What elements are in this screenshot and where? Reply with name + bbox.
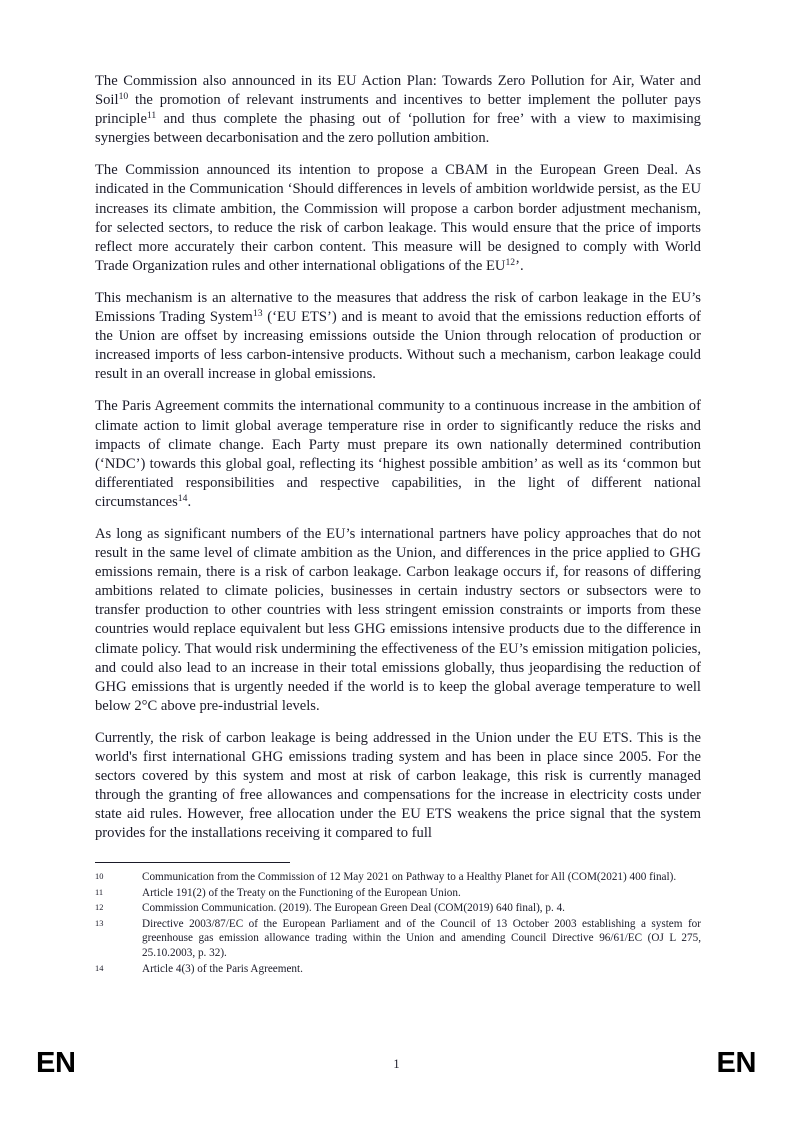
footnote-ref-13[interactable]: 13: [252, 308, 263, 320]
footnote-number-11[interactable]: 11: [95, 887, 104, 897]
footnote-ref-10[interactable]: 10: [118, 91, 129, 103]
language-marker-right: EN: [716, 1047, 756, 1079]
footnote-item: [95, 962, 701, 977]
para-eu-ets-current: Currently, the risk of carbon leakage is being addressed in the Union under the EU ETS. This is the world's first international GHG emissions trading system and has been in place since 2005. For the sectors covered by this system and most at risk of carbon leakage, this risk is currently managed through the granting of free allowances and compensations for the increase in electricity costs under state aid rules. However, free allocation under the EU ETS weakens the price signal that the system provides for the installations receiving it compared to full: [95, 729, 701, 842]
footnote-text: Article 191(2) of the Treaty on the Functioning of the European Union.: [142, 886, 461, 899]
footnote-item: [95, 917, 701, 961]
footnote-text: Commission Communication. (2019). The European Green Deal (COM(2019) 640 final), p. 4.: [142, 902, 565, 915]
footnote-item: [95, 901, 701, 916]
para-paris-agreement: The Paris Agreement commits the international community to a continuous increase in the ambition of climate action to limit global average temperature rise in order to significantly reduce the risks and impacts of climate change. Each Party must prepare its own nationally determined contribution (‘NDC’) towards this global goal, reflecting its ‘highest possible ambition’ as well as its ‘common but differentiated responsibilities and respective capabilities, in the light of different national circumstances$^{14}$.: [95, 398, 701, 510]
para-carbon-leakage-risk: As long as significant numbers of the EU’s international partners have policy approaches that do not result in the same level of climate ambition as the Union, and differences in the price applied to GHG emissions remain, there is a risk of carbon leakage. Carbon leakage occurs if, for reasons of differing ambitions related to climate policies, businesses in certain industry sectors or subsectors were to transfer production to other countries with less stringent emission constraints or imports from these countries would replace equivalent but less GHG emissions intensive products due to the difference in climate policy. That would risk undermining the effectiveness of the EU’s emission mitigation policies, and could also lead to an increase in their total emissions globally, thus jeopardising the reduction of GHG emissions that is urgently needed if the world is to keep the global average temperature to well below 2°C above pre-industrial levels.: [95, 525, 701, 714]
footnote-number-10[interactable]: 10: [95, 872, 104, 881]
para-cbam-green-deal: The Commission announced its intention to propose a CBAM in the European Green Deal. As indicated in the Communication ‘Should differences in levels of ambition worldwide persist, as the EU increases its climate ambition, the Commission will propose a carbon border adjustment mechanism, for selected sectors, to reduce the risk of carbon leakage. This would ensure that the price of imports reflect more accurately their carbon content. This measure will be designed to comply with World Trade Organization rules and other international obligations of the EU$^{12}$’.: [95, 162, 701, 274]
footnote-ref-11[interactable]: 11: [146, 110, 157, 122]
footnote-section: [95, 862, 701, 977]
footnote-text: Directive 2003/87/EC of the European Parliament and of the Council of 13 October 2003 establishing a system for greenhouse gas emission allowance trading within the Union and amending Council Directive 96/61/EC (OJ L 275, 25.10.2003, p. 32).: [142, 917, 701, 959]
footnote-item: [95, 870, 701, 885]
footnote-text: Article 4(3) of the Paris Agreement.: [142, 962, 303, 975]
footnote-text: Communication from the Commission of 12 May 2021 on Pathway to a Healthy Planet for All (COM(2021) 400 final).: [142, 871, 677, 883]
para-zero-pollution: The Commission also announced in its EU Action Plan: Towards Zero Pollution for Air, Water and Soil$^{10}$ the promotion of relevant instruments and incentives to better implement the polluter pays principle$^{11}$ and thus complete the phasing out of ‘pollution for free’ with a view to maximising synergies between decarbonisation and the zero pollution ambition.: [95, 73, 701, 147]
footnote-number-14[interactable]: 14: [95, 963, 104, 973]
footnote-ref-14[interactable]: 14: [177, 492, 188, 504]
footnote-number-12[interactable]: 12: [95, 903, 104, 913]
footnote-number-13[interactable]: 13: [95, 918, 104, 928]
language-marker-left: EN: [36, 1047, 76, 1079]
body-text-column: [95, 72, 701, 843]
page-number: 1: [393, 1057, 400, 1071]
footnote-separator-rule: [95, 862, 290, 863]
footnote-item: [95, 886, 701, 901]
para-mechanism-alternative: This mechanism is an alternative to the measures that address the risk of carbon leakage in the EU’s Emissions Trading System$^{13}$ (‘EU ETS’) and is meant to avoid that the emissions reduction efforts of the Union are offset by increasing emissions outside the Union through relocation of production or increased imports of less carbon-intensive products. Without such a mechanism, carbon leakage could result in an overall increase in global emissions.: [95, 289, 701, 383]
footnote-ref-12[interactable]: 12: [505, 256, 516, 268]
footnote-list: [95, 870, 701, 976]
